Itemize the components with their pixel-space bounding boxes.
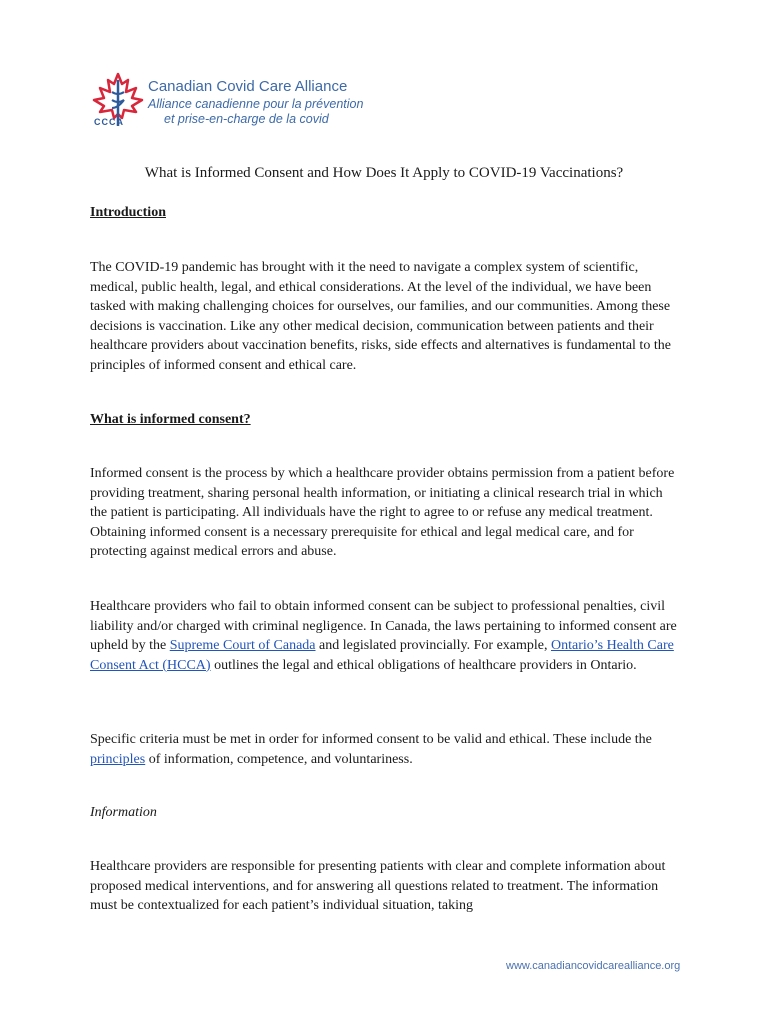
logo-abbreviation: CCCA [94,117,124,127]
criteria-text-2: of information, competence, and voluntariness. [145,751,413,767]
providers-paragraph [90,597,682,675]
supreme-court-link[interactable]: Supreme Court of Canada [169,638,316,654]
logo-name: Canadian Covid Care Alliance [148,78,348,95]
criteria-text-1: Specific criteria must be met in order for informed consent to be valid and ethical. These include the [90,732,652,747]
consent-heading: What is informed consent? [90,412,251,427]
criteria-paragraph [90,730,682,769]
logo-tagline-line1: Alliance canadienne pour la prévention [148,97,364,111]
providers-text-2: and legislated provincially. For example, [315,638,551,654]
ccca-logo [88,70,388,138]
providers-text-3: outlines the legal and ethical obligations of healthcare providers in Ontario. [210,657,637,673]
hcca-link[interactable]: Ontario’s Health Care Consent Act (HCCA) [90,638,674,673]
principles-link[interactable]: principles [90,751,146,767]
intro-paragraph: The COVID-19 pandemic has brought with it the need to navigate a complex system of scientific, medical, public health, legal, and ethical considerations. At the level of the individual, we have been tasked with making challenging choices for ourselves, our families, and our communities. Among these decisions is vaccination. Like any other medical decision, communication between patients and their healthcare providers about vaccination benefits, risks, side effects and alternatives is fundamental to the principles of informed consent and ethical care. [90,260,671,373]
information-subheading: Information [90,805,157,820]
providers-text-1: Healthcare providers who fail to obtain informed consent can be subject to professional penalties, civil liability and/or charged with criminal negligence. In Canada, the laws pertaining to informed consent are upheld by the [90,599,677,654]
information-paragraph: Healthcare providers are responsible for presenting patients with clear and complete information about proposed medical interventions, and for answering all questions related to treatment. The information must be contextualized for each patient’s individual situation, taking [90,859,666,914]
consent-paragraph: Informed consent is the process by which a healthcare provider obtains permission from a patient before providing treatment, sharing personal health information, or initiating a clinical research trial in which the patient is participating. All individuals have the right to agree to or refuse any medical treatment. Obtaining informed consent is a necessary prerequisite for ethical and legal medical care, and for protecting against medical errors and abuse. [90,466,675,560]
intro-heading: Introduction [90,205,166,220]
logo-tagline-line2: et prise-en-charge de la covid [164,112,329,126]
document-title: What is Informed Consent and How Does It Apply to COVID-19 Vaccinations? [144,165,624,181]
footer-url: www.canadiancovidcarealliance.org [506,960,681,972]
